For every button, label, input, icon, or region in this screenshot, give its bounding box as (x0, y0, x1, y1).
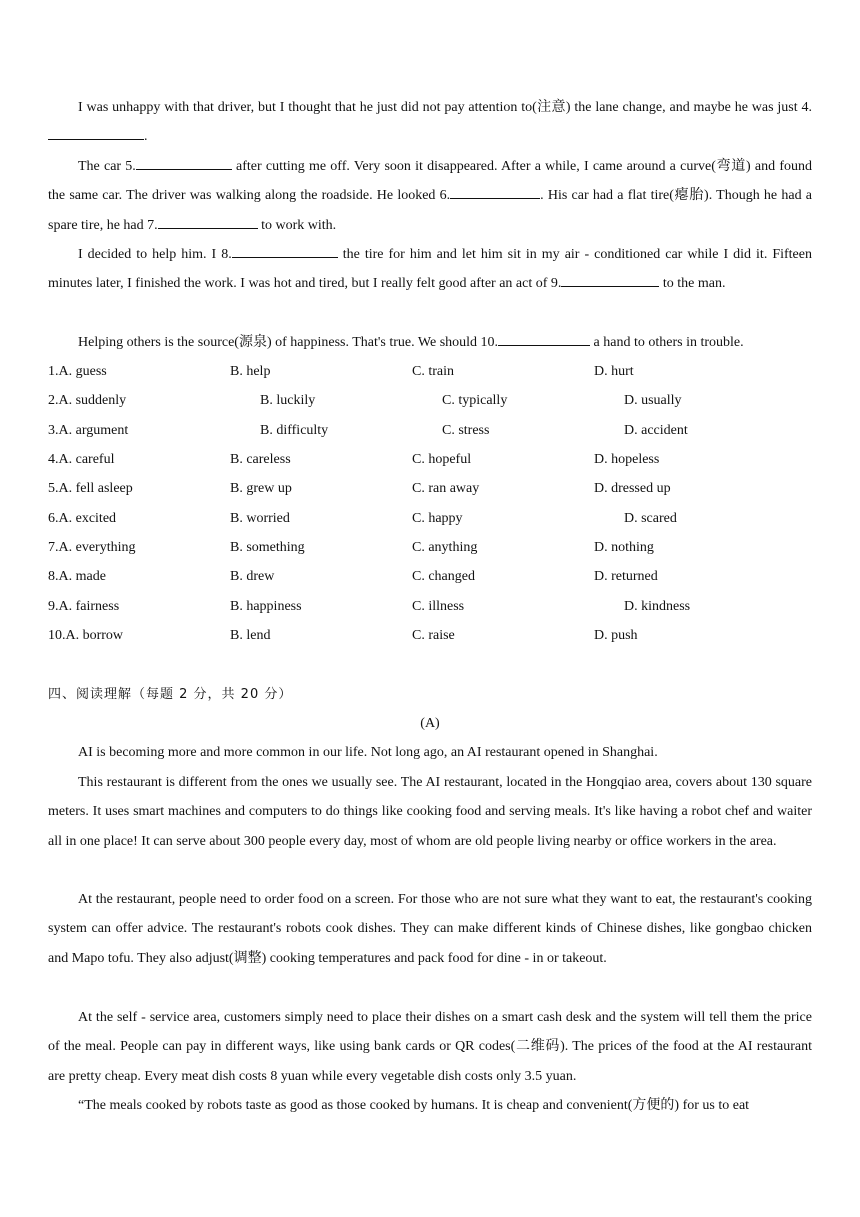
option-c: C. raise (412, 628, 455, 643)
reading-paragraph-2: This restaurant is different from the ones we usually see. The AI restaurant, located in the Hongqiao area, covers about 130 square meters. It uses smart machines and computers to do things like cooking food and serving meals. It's like having a robot chef and waiter all in one place! It can serve about 300 people every day, most of whom are old people living nearby or office workers in the area. (48, 775, 812, 849)
answer-blank-4 (48, 127, 144, 140)
cloze-text: to the man. (659, 276, 726, 292)
option-d: D. hurt (594, 364, 634, 379)
answer-blank-7 (158, 216, 258, 229)
reading-paragraph-5: “The meals cooked by robots taste as good as those cooked by humans. It is cheap and convenient(方便的) for us to eat (78, 1098, 750, 1113)
option-a: 5.A. fell asleep (48, 481, 133, 496)
option-row (48, 533, 812, 562)
option-row (48, 562, 812, 591)
answer-blank-5 (136, 157, 232, 170)
option-row (48, 416, 812, 445)
option-b: B. happiness (230, 599, 302, 614)
cloze-paragraph-2 (48, 152, 812, 240)
cloze-text: Helping others is the source(源泉) of happiness. That's true. We should 10. (78, 335, 499, 350)
option-b: B. help (230, 364, 271, 379)
cloze-text: I was unhappy with that driver, but I thought that he just did not pay attention to(注意) the lane change, and maybe he was just 4. (78, 100, 812, 115)
section-title: 四、阅读理解（每题 2 分，共 20 分） (48, 687, 293, 702)
cloze-paragraph-4 (48, 328, 812, 357)
option-b: B. drew (230, 569, 275, 584)
option-c: C. hopeful (412, 452, 472, 467)
option-row (48, 621, 812, 650)
option-a: 4.A. careful (48, 452, 115, 467)
option-a: 3.A. argument (48, 423, 129, 438)
option-b: B. lend (230, 628, 271, 643)
option-row (48, 386, 812, 415)
option-a: 10.A. borrow (48, 628, 124, 643)
answer-blank-8 (232, 245, 338, 258)
option-d: D. hopeless (594, 452, 660, 467)
option-a: 9.A. fairness (48, 599, 120, 614)
option-d: D. nothing (594, 540, 654, 555)
option-d: D. push (594, 628, 638, 643)
option-row (48, 445, 812, 474)
reading-paragraph-1: AI is becoming more and more common in our life. Not long ago, an AI restaurant opened in Shanghai. (78, 745, 658, 760)
cloze-text: I decided to help him. I 8. (78, 247, 232, 262)
cloze-paragraph-3 (48, 240, 812, 299)
option-b: B. careless (230, 452, 291, 467)
option-b: B. worried (230, 511, 290, 526)
cloze-text: The car 5. (78, 159, 136, 174)
option-c: C. happy (412, 511, 463, 526)
option-d: D. accident (624, 423, 688, 438)
option-d: D. returned (594, 569, 658, 584)
answer-blank-9 (561, 274, 659, 287)
cloze-text: after cutting me off. Very soon it disappeared. After a while, I came around a curve(弯道) and found the same car. The driver was walking along the roadside. He looked 6. (48, 159, 812, 204)
option-a: 2.A. suddenly (48, 393, 127, 408)
option-c: C. train (412, 364, 454, 379)
option-row (48, 357, 812, 386)
answer-blank-10 (498, 333, 590, 346)
option-a: 1.A. guess (48, 364, 107, 379)
cloze-text: a hand to others in trouble. (590, 335, 744, 350)
cloze-text: . His car had a flat tire(瘪胎). Though he had a spare tire, he had 7. (48, 188, 812, 233)
cloze-text: . (144, 129, 148, 145)
reading-paragraph-4: At the self - service area, customers simply need to place their dishes on a smart cash desk and the system will tell them the price of the meal. People can pay in different ways, like using bank cards or QR codes(二维码). The prices of the food at the AI restaurant are pretty cheap. Every meat dish costs 8 yuan while every vegetable dish costs only 3.5 yuan. (48, 1010, 812, 1084)
option-b: B. something (230, 540, 305, 555)
option-b: B. difficulty (260, 423, 329, 438)
option-row (48, 592, 812, 621)
option-b: B. luckily (260, 393, 316, 408)
cloze-paragraph-1 (48, 93, 812, 152)
reading-paragraph-3: At the restaurant, people need to order food on a screen. For those who are not sure what they want to eat, the restaurant's cooking system can offer advice. The restaurant's robots cook dishes. They can make different kinds of Chinese dishes, like gongbao chicken and Mapo tofu. They also adjust(调整) cooking temperatures and pack food for dine - in or takeout. (48, 892, 812, 966)
option-row (48, 474, 812, 503)
option-a: 7.A. everything (48, 540, 136, 555)
option-d: D. scared (624, 511, 677, 526)
option-c: C. typically (442, 393, 508, 408)
option-c: C. ran away (412, 481, 480, 496)
answer-blank-6 (450, 186, 540, 199)
option-b: B. grew up (230, 481, 292, 496)
option-c: C. stress (442, 423, 490, 438)
option-a: 6.A. excited (48, 511, 117, 526)
passage-label: (A) (420, 716, 440, 731)
cloze-text: to work with. (257, 217, 337, 233)
option-c: C. changed (412, 569, 475, 584)
option-c: C. illness (412, 599, 465, 614)
option-d: D. dressed up (594, 481, 671, 496)
option-a: 8.A. made (48, 569, 106, 584)
option-row (48, 504, 812, 533)
option-d: D. kindness (624, 599, 691, 614)
option-d: D. usually (624, 393, 682, 408)
cloze-text: the tire for him and let him sit in my air - conditioned car while I did it. Fifteen minutes later, I finished the work. I was hot and tired, but I really felt good after an act of 9. (48, 247, 812, 292)
option-c: C. anything (412, 540, 478, 555)
